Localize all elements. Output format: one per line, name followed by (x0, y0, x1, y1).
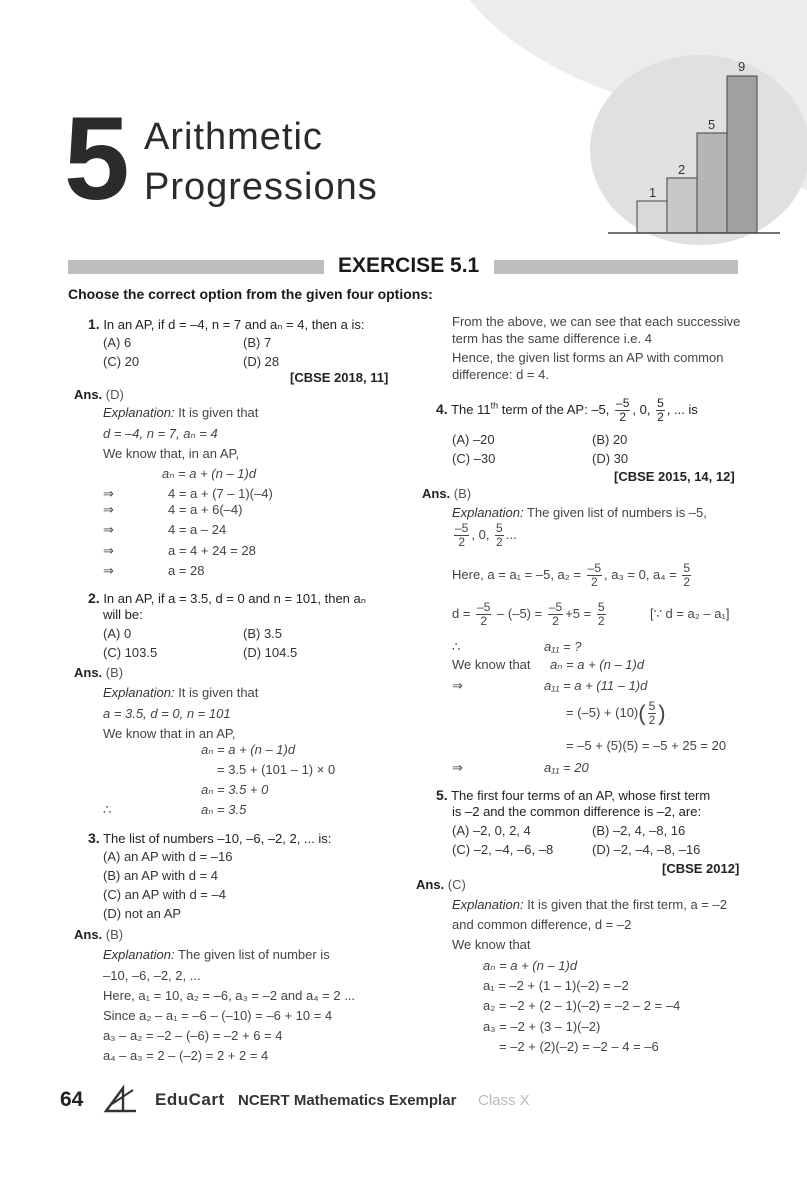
q4-fraction-1 (615, 397, 630, 424)
q5-exp-text: It is given that the first term, a = –2 (527, 897, 727, 912)
q4-text-pre: The 11 (451, 401, 491, 417)
q2-option-d: (D) 104.5 (243, 645, 298, 660)
q2-option-a: (A) 0 (103, 626, 132, 641)
chapter-number: 5 (64, 93, 128, 225)
q1-option-a: (A) 6 (103, 335, 132, 350)
q3-exp-text: The given list of number is (177, 947, 330, 962)
chapter-title-line2: Progressions (144, 166, 378, 208)
q4-seq-c: 5 (496, 521, 503, 535)
q5-answer (416, 877, 466, 892)
q5-explanation (452, 897, 727, 912)
q1-step-2-arrow: ⇒ (103, 502, 114, 517)
q2-number: 2. (88, 590, 100, 606)
q4-step-2-fd: 2 (648, 713, 656, 727)
book-title: NCERT Mathematics Exemplar (238, 1092, 457, 1109)
q4-here-f2n: 5 (683, 561, 691, 575)
q1-option-d: (D) 28 (243, 354, 280, 369)
q5-line-2: We know that (452, 937, 531, 952)
q1-line-3: aₙ = a + (n – 1)d (162, 466, 257, 481)
q2-exp-text: It is given that (178, 685, 259, 700)
q4-formula: aₙ = a + (n – 1)d (550, 657, 645, 672)
q5-line-1: and common difference, d = –2 (452, 917, 632, 932)
q5-option-c: (C) –2, –4, –6, –8 (452, 842, 554, 857)
brand-name: EduCart (155, 1090, 225, 1109)
q4-seq-a: –5 (455, 521, 469, 535)
q4-step-2-fn: 5 (648, 699, 656, 713)
q1-step-4: a = 4 + 24 = 28 (168, 543, 256, 558)
q4-paren-close: ) (658, 700, 666, 726)
q4-here-text: Here, a = a₁ = –5, a₂ = (452, 566, 582, 582)
q5-option-d: (D) –2, –4, –8, –16 (592, 842, 701, 857)
q4-a11-question: a₁₁ = ? (544, 639, 582, 654)
q4-here-line (452, 562, 693, 589)
q4-fraction-2 (656, 397, 665, 424)
q4-seq-end: ... (505, 526, 517, 542)
q4-d-frac-1 (476, 601, 491, 628)
question-1 (88, 316, 364, 333)
q3-option-b: (B) an AP with d = 4 (103, 868, 219, 883)
q4-answer-label: Ans. (422, 486, 451, 501)
q3-number: 3. (88, 830, 100, 846)
q1-step-1-arrow: ⇒ (103, 486, 114, 501)
q2-line-4: = 3.5 + (101 – 1) × 0 (217, 762, 336, 777)
q5-option-a: (A) –2, 0, 2, 4 (452, 823, 531, 838)
exercise-bar-left (68, 260, 324, 274)
q1-reference: [CBSE 2018, 11] (290, 370, 389, 385)
q4-f2-num: 5 (657, 396, 664, 410)
q2-answer-label: Ans. (74, 665, 103, 680)
q5-exp-label: Explanation: (452, 897, 524, 912)
q4-d-mid: – (–5) = (497, 605, 543, 621)
q4-text-mid2: , 0, (632, 401, 655, 417)
q5-text-line1: The first four terms of an AP, whose first term (451, 788, 711, 803)
q4-here-f2d: 2 (683, 575, 691, 589)
q3-cont-line-3: Hence, the given list forms an AP with common (452, 350, 724, 365)
q4-here-f1d: 2 (591, 575, 598, 589)
q1-explanation (103, 405, 258, 420)
publisher-logo-icon (103, 1084, 139, 1114)
q4-d-mid2: +5 = (565, 605, 592, 621)
q1-step-1: 4 = a + (7 – 1)(–4) (168, 486, 273, 501)
q3-exp-label: Explanation: (103, 947, 175, 962)
q4-d-frac-2 (548, 601, 563, 628)
q4-text-post: , ... is (666, 401, 698, 417)
q4-d-f1d: 2 (480, 614, 488, 628)
q3-cont-line-4: difference: d = 4. (452, 367, 549, 382)
q4-explanation (452, 505, 707, 520)
q2-option-c: (C) 103.5 (103, 645, 158, 660)
q4-d-f2n: –5 (548, 600, 563, 614)
q2-text-line2: will be: (103, 607, 143, 622)
bar-4 (727, 76, 757, 233)
q4-reference: [CBSE 2015, 14, 12] (614, 469, 735, 484)
bar-2 (667, 178, 697, 233)
q4-therefore: ∴ (452, 639, 461, 654)
q4-seq-b: 2 (458, 535, 466, 549)
q4-arrow-2: ⇒ (452, 760, 463, 775)
q4-here-mid: , a₃ = 0, a₄ = (604, 566, 677, 582)
q2-final: aₙ = 3.5 (201, 802, 247, 817)
q3-line-3: Since a₂ – a₁ = –6 – (–10) = –6 + 10 = 4 (103, 1008, 333, 1023)
q4-step-2 (566, 700, 666, 727)
q2-line-5: aₙ = 3.5 + 0 (201, 782, 269, 797)
q4-d-f2d: 2 (552, 614, 559, 628)
q4-know: We know that (452, 657, 531, 672)
q4-here-f1n: –5 (587, 561, 602, 575)
q5-reference: [CBSE 2012] (662, 861, 740, 876)
q4-d-frac-3 (597, 601, 606, 628)
q2-exp-label: Explanation: (103, 685, 175, 700)
q3-answer-label: Ans. (74, 927, 103, 942)
q2-explanation (103, 685, 258, 700)
q5-answer-value: (C) (447, 877, 466, 892)
q1-text: In an AP, if d = –4, n = 7 and aₙ = 4, then a is: (103, 317, 365, 332)
q3-line-4: a₃ – a₂ = –2 – (–6) = –2 + 6 = 4 (103, 1028, 283, 1043)
q1-exp-label: Explanation: (103, 405, 175, 420)
q2-therefore: ∴ (103, 802, 112, 817)
exercise-title: EXERCISE 5.1 (338, 254, 480, 277)
q4-here-frac-2 (682, 562, 691, 589)
q5-number: 5. (436, 787, 448, 803)
bar-label-2: 2 (678, 162, 686, 177)
q5-line-3: aₙ = a + (n – 1)d (483, 958, 578, 973)
q1-step-5-arrow: ⇒ (103, 563, 114, 578)
q3-line-2: Here, a₁ = 10, a₂ = –6, a₃ = –2 and a₄ = 2 ... (103, 988, 356, 1003)
q5-option-b: (B) –2, 4, –8, 16 (592, 823, 686, 838)
q4-seq-frac-1 (454, 522, 469, 549)
q4-number: 4. (436, 400, 448, 417)
q2-option-b: (B) 3.5 (243, 626, 283, 641)
q4-d-text: d = (452, 605, 471, 621)
q1-number: 1. (88, 316, 100, 332)
bar-label-4: 9 (738, 59, 746, 74)
q4-d-f3d: 2 (597, 614, 605, 628)
bar-label-3: 5 (708, 117, 716, 132)
q3-option-c: (C) an AP with d = –4 (103, 887, 226, 902)
q1-step-3: 4 = a – 24 (168, 522, 227, 537)
question-2 (88, 590, 366, 607)
q4-seq-d: 2 (496, 535, 503, 549)
q4-answer (422, 486, 471, 501)
q3-explanation (103, 947, 330, 962)
q3-cont-line-1: From the above, we can see that each successive (452, 314, 741, 329)
q4-seq-mid: , 0, (471, 526, 494, 542)
q4-text-mid: term of the AP: –5, (498, 401, 614, 417)
q4-text-sup: th (490, 400, 499, 411)
q4-here-frac-1 (587, 562, 602, 589)
q1-option-b: (B) 7 (243, 335, 272, 350)
q1-option-c: (C) 20 (103, 354, 140, 369)
q3-line-1: –10, –6, –2, 2, ... (103, 968, 201, 983)
q4-exp-label: Explanation: (452, 505, 524, 520)
q4-paren-open: ( (638, 700, 646, 726)
q1-answer (74, 387, 124, 402)
q4-option-c: (C) –30 (452, 451, 496, 466)
q5-line-6: a₃ = –2 + (3 – 1)(–2) (483, 1019, 601, 1034)
q1-step-5: a = 28 (168, 563, 205, 578)
q2-text-line1: In an AP, if a = 3.5, d = 0 and n = 101, then aₙ (103, 591, 366, 606)
q3-text: The list of numbers –10, –6, –2, 2, ... is: (103, 831, 332, 846)
q1-line-1: d = –4, n = 7, aₙ = 4 (103, 426, 218, 441)
exercise-bar-right (494, 260, 738, 274)
q1-exp-text: It is given that (178, 405, 259, 420)
q4-step-1: a₁₁ = a + (11 – 1)d (544, 678, 648, 693)
q4-f1-num: –5 (616, 396, 630, 410)
q2-answer (74, 665, 123, 680)
q1-line-2: We know that, in an AP, (103, 446, 240, 461)
bar-1 (637, 201, 667, 233)
q4-step-2-pre: = (–5) + (10) (566, 704, 639, 720)
q4-f1-den: 2 (619, 410, 627, 424)
q4-d-line (452, 601, 608, 628)
q4-answer-value: (B) (453, 486, 472, 501)
q3-option-d: (D) not an AP (103, 906, 182, 921)
q3-cont-line-2: term has the same difference i.e. 4 (452, 331, 652, 346)
q4-arrow-1: ⇒ (452, 678, 463, 693)
q4-d-f1n: –5 (477, 600, 491, 614)
q2-line-3: aₙ = a + (n – 1)d (201, 742, 296, 757)
class-label: Class X (478, 1092, 530, 1109)
q4-seq-frac-2 (495, 522, 504, 549)
q4-sequence (452, 522, 517, 549)
q4-option-a: (A) –20 (452, 432, 495, 447)
q5-line-7: = –2 + (2)(–2) = –2 – 4 = –6 (499, 1039, 659, 1054)
bar-label-1: 1 (649, 185, 657, 200)
q4-d-reason: [∵ d = a₂ – a₁] (650, 606, 730, 621)
q4-final: a₁₁ = 20 (544, 760, 589, 775)
instruction: Choose the correct option from the given four options: (68, 286, 433, 302)
q3-answer (74, 927, 123, 942)
q2-line-2: We know that in an AP, (103, 726, 236, 741)
q5-line-4: a₁ = –2 + (1 – 1)(–2) = –2 (483, 978, 629, 993)
q2-answer-value: (B) (105, 665, 124, 680)
q5-answer-label: Ans. (416, 877, 445, 892)
q4-f2-den: 2 (657, 410, 664, 424)
q4-d-f3n: 5 (597, 600, 605, 614)
page-number: 64 (60, 1088, 84, 1111)
q4-exp-text: The given list of numbers is –5, (526, 505, 707, 520)
q1-step-2: 4 = a + 6(–4) (168, 502, 243, 517)
bar-3 (697, 133, 727, 233)
q1-answer-value: (D) (105, 387, 124, 402)
question-5 (436, 787, 710, 803)
q4-option-d: (D) 30 (592, 451, 629, 466)
q2-line-1: a = 3.5, d = 0, n = 101 (103, 706, 231, 721)
q1-step-3-arrow: ⇒ (103, 522, 114, 537)
q3-option-a: (A) an AP with d = –16 (103, 849, 233, 864)
q5-line-5: a₂ = –2 + (2 – 1)(–2) = –2 – 2 = –4 (483, 998, 681, 1013)
q4-option-b: (B) 20 (592, 432, 628, 447)
q5-text-line2: is –2 and the common difference is –2, are: (452, 804, 702, 819)
q3-answer-value: (B) (105, 927, 124, 942)
q1-step-4-arrow: ⇒ (103, 543, 114, 558)
q4-step-2-frac (648, 700, 657, 727)
q3-line-5: a₄ – a₃ = 2 – (–2) = 2 + 2 = 4 (103, 1048, 269, 1063)
question-3 (88, 830, 331, 846)
q4-step-3: = –5 + (5)(5) = –5 + 25 = 20 (566, 738, 727, 753)
question-4 (436, 397, 698, 424)
q1-answer-label: Ans. (74, 387, 103, 402)
chapter-title-line1: Arithmetic (144, 116, 323, 158)
